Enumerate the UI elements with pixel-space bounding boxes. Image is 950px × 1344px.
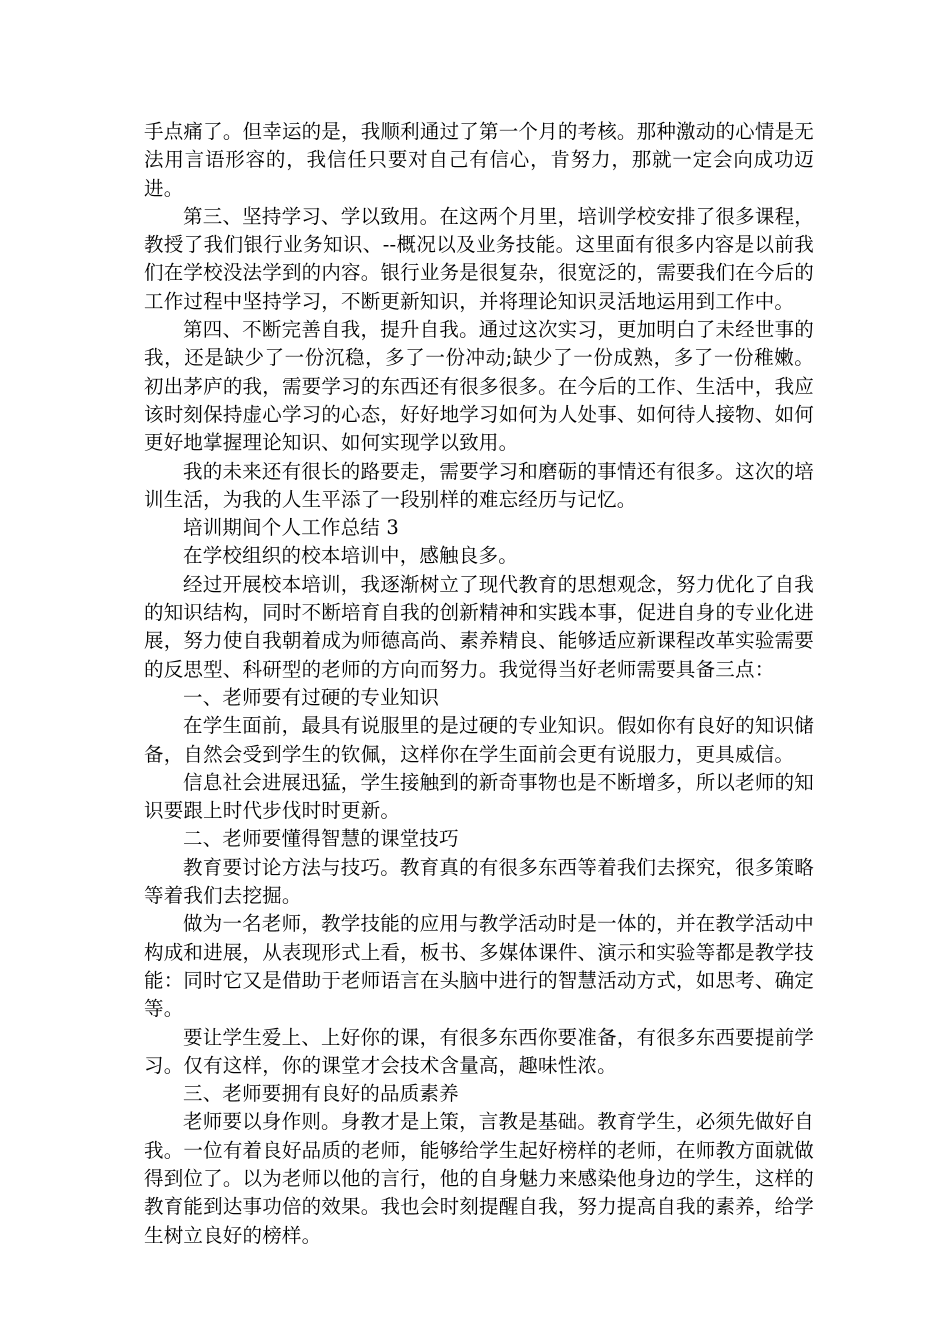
document-body <box>144 118 814 1250</box>
paragraph-training-overview: 经过开展校本培训，我逐渐树立了现代教育的思想观念，努力优化了自我的知识结构，同时不断培育自我的创新精神和实践本事，促进自身的专业化进展，努力使自我朝着成为师德高尚、素养精良、能够适应新课程改革实验需要的反思型、科研型的老师的方向而努力。我觉得当好老师需要具备三点： <box>144 572 814 681</box>
paragraph-future: 我的未来还有很长的路要走，需要学习和磨砺的事情还有很多。这次的培训生活，为我的人生平添了一段别样的难忘经历与记忆。 <box>144 459 814 511</box>
paragraph-methods: 教育要讨论方法与技巧。教育真的有很多东西等着我们去探究，很多策略等着我们去挖掘。 <box>144 855 814 908</box>
paragraph-role-model: 老师要以身作则。身教才是上策，言教是基础。教育学生，必须先做好自我。一位有着良好品质的老师，能够给学生起好榜样的老师，在师教方面就做得到位了。以为老师以他的言行，他的自身魅力来感染他身边的学生，这样的教育能到达事功倍的效果。我也会时刻提醒自我，努力提高自我的素养，给学生树立良好的榜样。 <box>144 1110 814 1247</box>
heading-point-three: 三、老师要拥有良好的品质素养 <box>183 1082 459 1106</box>
paragraph-fourth-point: 第四、不断完善自我，提升自我。通过这次实习，更加明白了未经世事的我，还是缺少了一份沉稳，多了一份冲动;缺少了一份成熟，多了一份稚嫩。初出茅庐的我，需要学习的东西还有很多很多。在今后的工作、生活中，我应该时刻保持虚心学习的心态，好好地学习如何为人处事、如何待人接物、如何更好地掌握理论知识、如何实现学以致用。 <box>144 318 814 455</box>
heading-point-two: 二、老师要懂得智慧的课堂技巧 <box>183 827 459 851</box>
paragraph-teaching-skills: 做为一名老师，教学技能的应用与教学活动时是一体的，并在教学活动中构成和进展，从表现形式上看，板书、多媒体课件、演示和实验等都是教学技能：同时它又是借助于老师语言在头脑中进行的智慧活动方式，如思考、确定等。 <box>144 912 814 1021</box>
section-heading-summary-3: 培训期间个人工作总结 3 <box>183 516 400 540</box>
heading-point-one: 一、老师要有过硬的专业知识 <box>183 685 440 709</box>
paragraph-preparation: 要让学生爱上、上好你的课，有很多东西你要准备，有很多东西要提前学习。仅有这样，你的课堂才会技术含量高，趣味性浓。 <box>144 1025 814 1077</box>
paragraph-information-society: 信息社会进展迅猛，学生接触到的新奇事物也是不断增多，所以老师的知识要跟上时代步伐时时更新。 <box>144 770 814 823</box>
paragraph-professional-knowledge: 在学生面前，最具有说服里的是过硬的专业知识。假如你有良好的知识储备，自然会受到学生的钦佩，这样你在学生面前会更有说服力，更具威信。 <box>144 714 814 766</box>
paragraph-continuation: 手点痛了。但幸运的是，我顺利通过了第一个月的考核。那种激动的心情是无法用言语形容的，我信任只要对自己有信心，肯努力，那就一定会向成功迈进。 <box>144 120 814 200</box>
paragraph-third-point: 第三、坚持学习、学以致用。在这两个月里，培训学校安排了很多课程，教授了我们银行业务知识、--概况以及业务技能。这里面有很多内容是以前我们在学校没法学到的内容。银行业务是很复杂，很宽泛的，需要我们在今后的工作过程中坚持学习，不断更新知识，并将理论知识灵活地运用到工作中。 <box>144 204 814 313</box>
paragraph-intro: 在学校组织的校本培训中，感触良多。 <box>183 544 518 568</box>
